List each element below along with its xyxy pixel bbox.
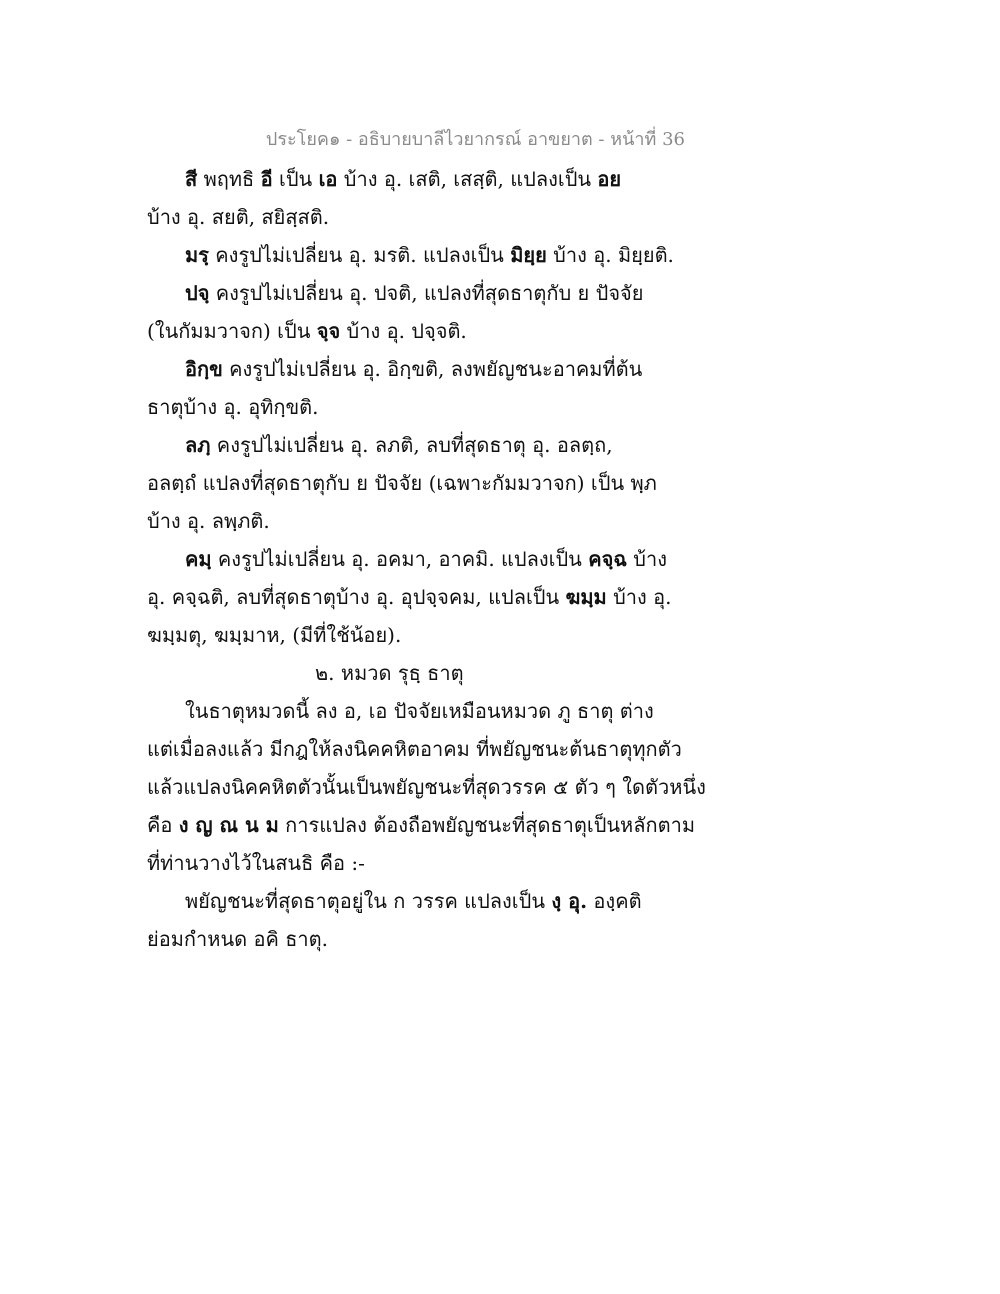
bold-term: อิกฺข — [185, 357, 223, 381]
text-span: ในธาตุหมวดนี้ ลง อ, เอ ปัจจัยเหมือนหมวด ภู ธาตุ ต่าง — [185, 699, 654, 723]
text-line — [147, 616, 692, 654]
text-line — [147, 502, 692, 540]
bold-term: คมฺ — [185, 547, 212, 571]
bold-term: อี — [260, 167, 273, 191]
text-span: การแปลง ต้องถือพยัญชนะที่สุดธาตุเป็นหลักตาม — [278, 813, 696, 837]
text-span: ฆมฺมตุ, ฆมฺมาห, (มีที่ใช้น้อย). — [147, 623, 402, 647]
text-span: คงรูปไม่เปลี่ยน อุ. ลภติ, ลบที่สุดธาตุ อุ. อลตฺถ, — [210, 433, 613, 457]
text-span: คงรูปไม่เปลี่ยน อุ. มรติ. แปลงเป็น — [208, 243, 511, 267]
section-heading-text: ๒. หมวด รุธฺ ธาตุ — [315, 661, 464, 685]
text-line — [147, 160, 692, 198]
text-line — [147, 578, 692, 616]
bold-term: เอ — [318, 167, 338, 191]
text-span: บ้าง — [626, 547, 668, 571]
text-span: เป็น — [272, 167, 319, 191]
text-line — [147, 692, 692, 730]
text-span: คงรูปไม่เปลี่ยน อุ. อคมา, อาคมิ. แปลงเป็น — [211, 547, 589, 571]
bold-term: อย — [597, 167, 622, 191]
text-span: บ้าง อุ. ลพฺภติ. — [147, 509, 270, 533]
text-line — [147, 540, 692, 578]
text-span: คือ — [147, 813, 179, 837]
text-line — [147, 274, 692, 312]
text-span: คงรูปไม่เปลี่ยน อุ. อิกฺขติ, ลงพยัญชนะอาคมที่ต้น — [222, 357, 643, 381]
text-span: ที่ท่านวางไว้ในสนธิ คือ :- — [147, 851, 365, 875]
text-line — [147, 768, 706, 806]
bold-term: คจฺฉ — [588, 547, 627, 571]
text-span: อลตฺถํ แปลงที่สุดธาตุกับ ย ปัจจัย (เฉพาะกัมมวาจก) เป็น พฺภ — [147, 471, 657, 495]
text-line — [147, 464, 692, 502]
bold-term: จฺจ — [316, 319, 341, 343]
text-line — [147, 198, 692, 236]
text-span: องฺคติ — [587, 889, 642, 913]
body-text — [147, 160, 706, 958]
section-heading — [147, 654, 692, 692]
text-line — [147, 388, 692, 426]
text-span: บ้าง อุ. สยติ, สยิสฺสติ. — [147, 205, 330, 229]
text-span: พยัญชนะที่สุดธาตุอยู่ใน ก วรรค แปลงเป็น — [185, 889, 552, 913]
bold-term: มิยฺย — [510, 243, 547, 267]
text-span: บ้าง อุ. มิยฺยติ. — [546, 243, 674, 267]
text-span: บ้าง อุ. ปจฺจติ. — [340, 319, 467, 343]
bold-term: มรฺ — [185, 243, 209, 267]
bold-term: สี — [185, 167, 198, 191]
bold-term: ลภฺ — [185, 433, 211, 457]
bold-term: งฺ อุ. — [551, 889, 588, 913]
text-line — [147, 236, 692, 274]
running-header: ประโยค๑ - อธิบายบาลีไวยากรณ์ อาขยาต - หน้าที่ 36 — [265, 129, 685, 150]
text-span: ย่อมกำหนด อคิ ธาตุ. — [147, 927, 328, 951]
text-span: อุ. คจฺฉติ, ลบที่สุดธาตุบ้าง อุ. อุปจฺจคม, แปลเป็น — [147, 585, 566, 609]
text-span: ธาตุบ้าง อุ. อุทิกฺขติ. — [147, 395, 319, 419]
bold-term: ง ญ ณ น ม — [178, 813, 279, 837]
text-span: พฤทธิ — [197, 167, 261, 191]
text-line — [147, 920, 692, 958]
text-span: บ้าง อุ. เสติ, เสสฺติ, แปลงเป็น — [337, 167, 598, 191]
text-span: (ในกัมมวาจก) เป็น — [147, 319, 317, 343]
text-line — [147, 312, 692, 350]
text-span: คงรูปไม่เปลี่ยน อุ. ปจติ, แปลงที่สุดธาตุกับ ย ปัจจัย — [209, 281, 644, 305]
bold-term: ฆมฺม — [565, 585, 607, 609]
text-line — [147, 426, 692, 464]
text-line — [147, 806, 696, 844]
text-span: แต่เมื่อลงแล้ว มีกฎให้ลงนิคคหิตอาคม ที่พยัญชนะต้นธาตุทุกตัว — [147, 737, 682, 761]
text-line — [147, 844, 692, 882]
text-line — [147, 882, 692, 920]
text-line — [147, 730, 692, 768]
bold-term: ปจฺ — [185, 281, 210, 305]
text-line — [147, 350, 692, 388]
text-span: แล้วแปลงนิคคหิตตัวนั้นเป็นพยัญชนะที่สุดวรรค ๕ ตัว ๆ ใดตัวหนึ่ง — [147, 775, 706, 799]
text-span: บ้าง อุ. — [606, 585, 672, 609]
